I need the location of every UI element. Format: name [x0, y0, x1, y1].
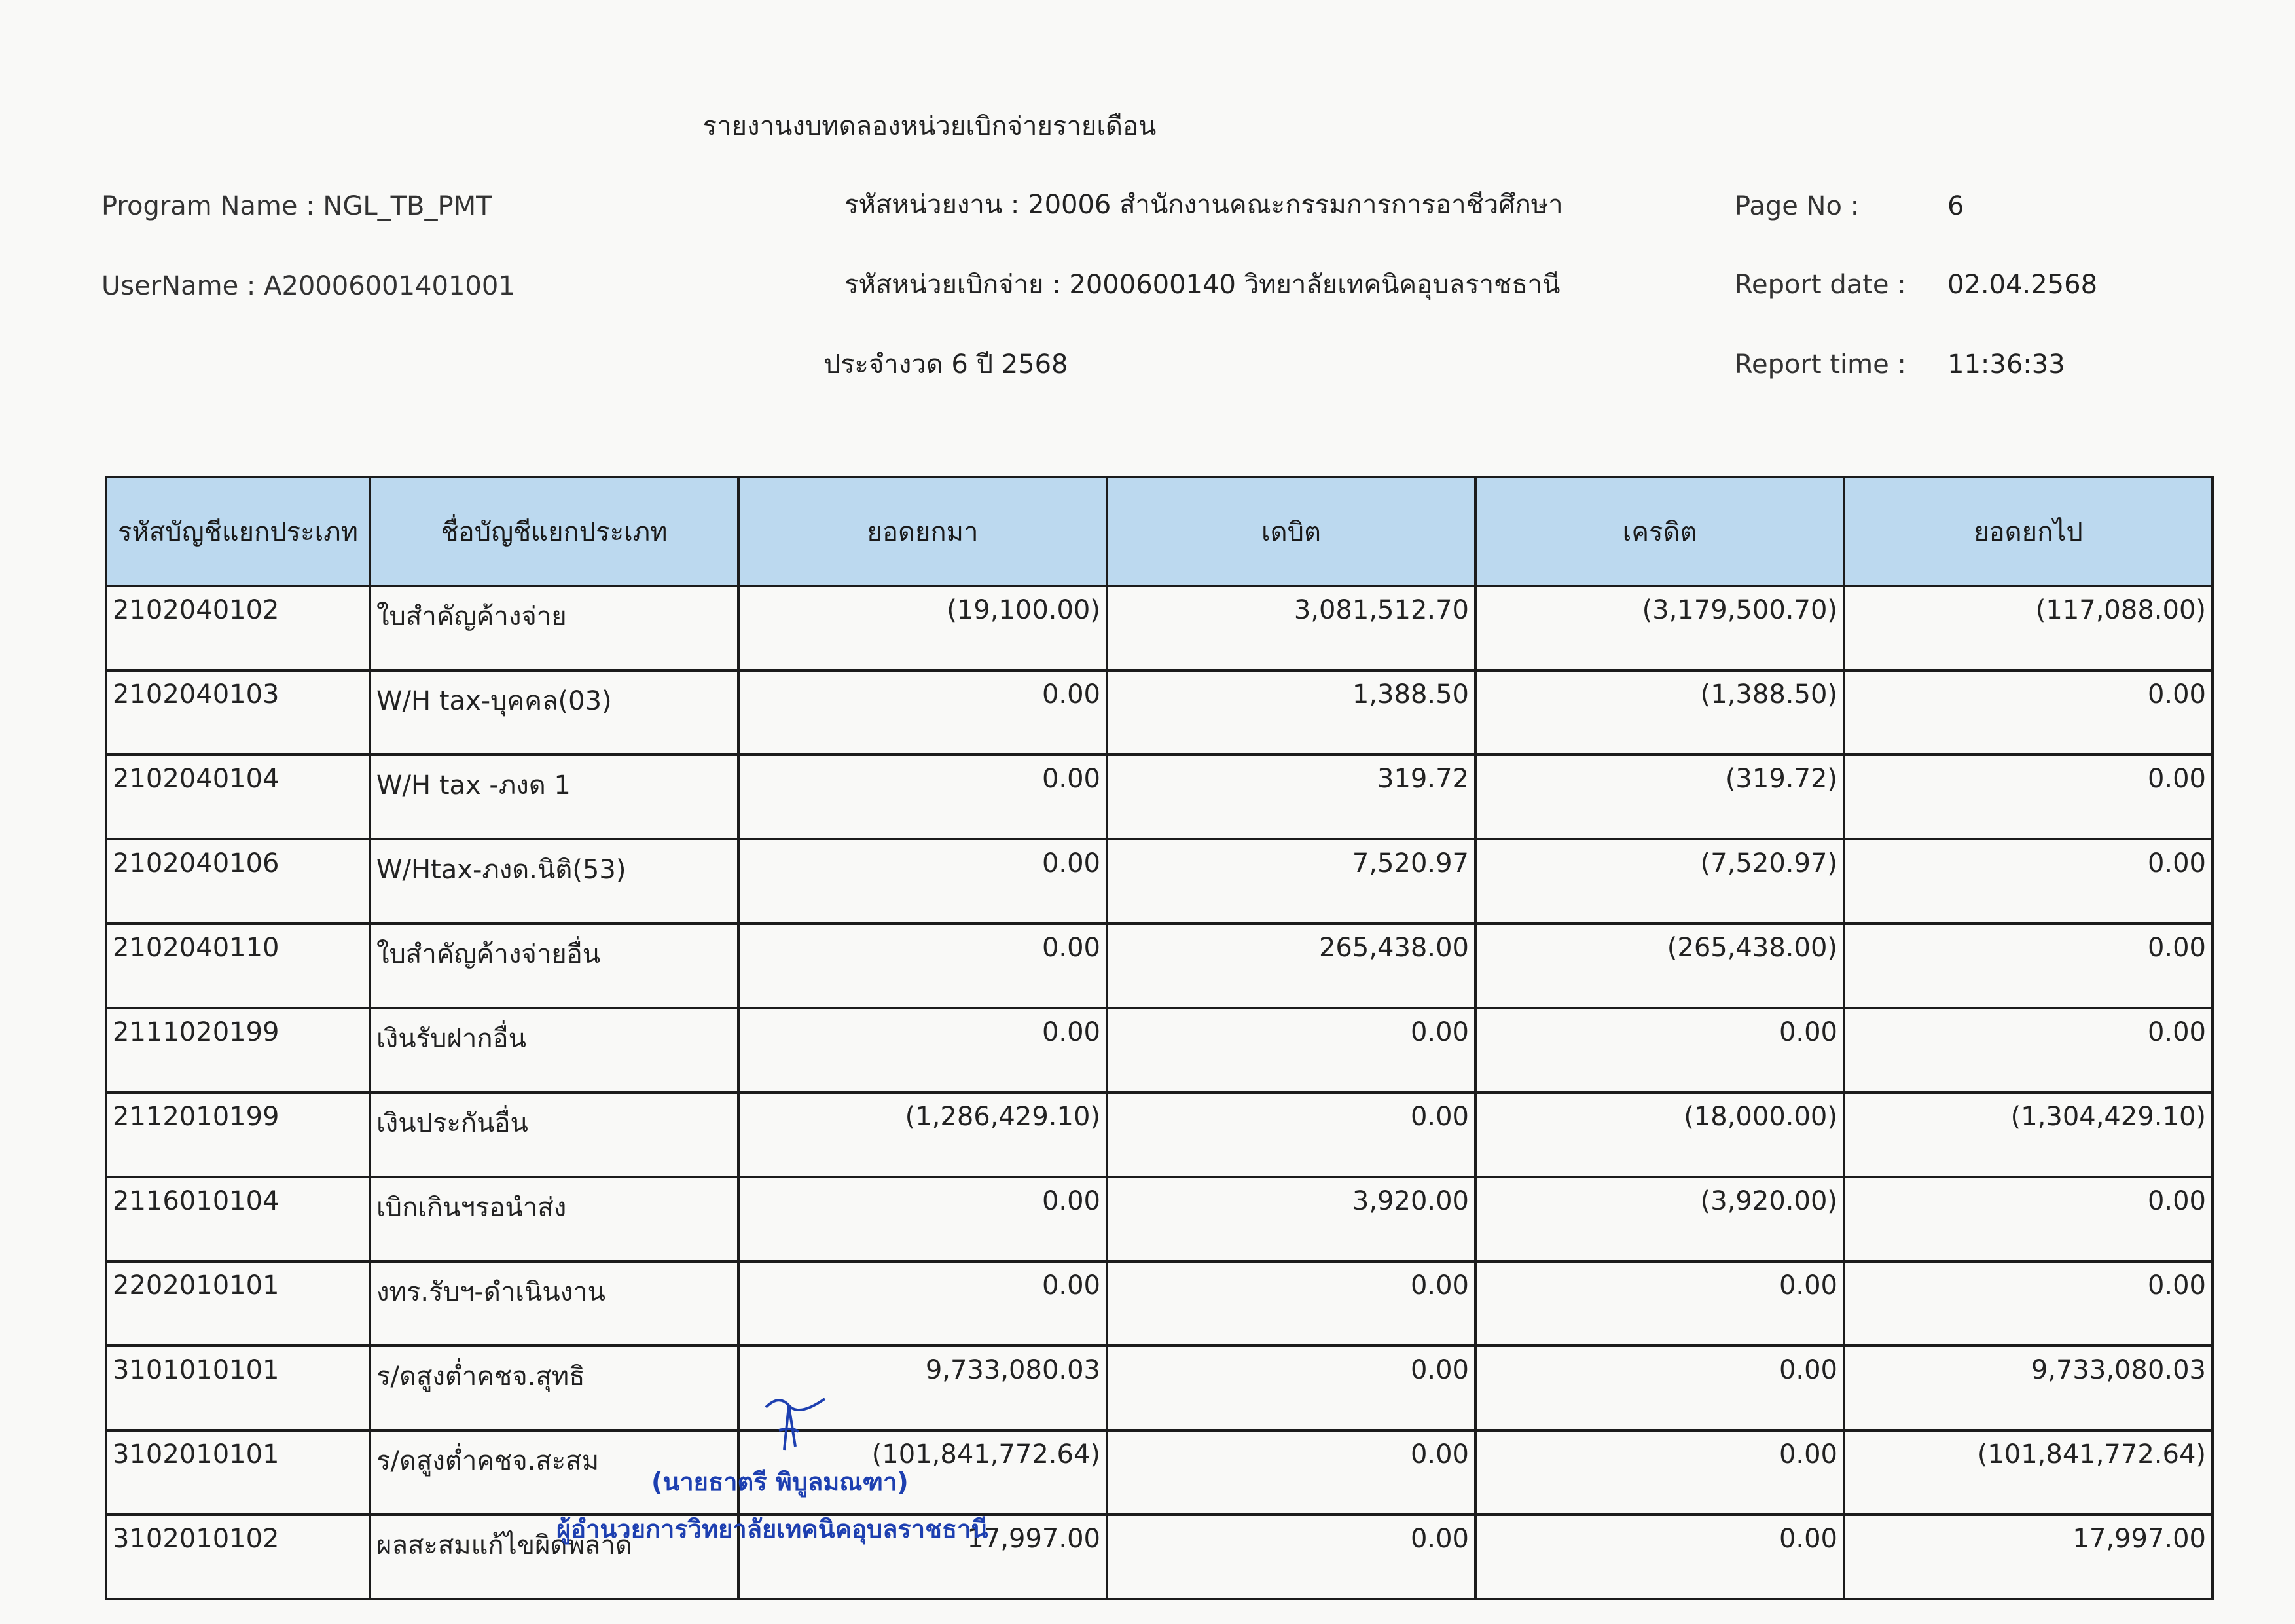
cell-account-code: 2111020199	[106, 1008, 370, 1092]
report-date-label: Report date :	[1735, 270, 1906, 300]
cell-credit: 0.00	[1475, 1346, 1844, 1430]
cell-account-name: ร/ดสูงต่ำคชจ.สะสม	[370, 1430, 738, 1515]
cell-debit: 265,438.00	[1107, 924, 1475, 1008]
cell-opening-balance: 0.00	[738, 1177, 1107, 1261]
cell-credit: (3,179,500.70)	[1475, 586, 1844, 670]
cell-account-code: 2112010199	[106, 1092, 370, 1177]
cell-debit: 0.00	[1107, 1430, 1475, 1515]
cell-debit: 0.00	[1107, 1515, 1475, 1599]
cell-debit: 7,520.97	[1107, 839, 1475, 924]
report-time-value: 11:36:33	[1947, 350, 2065, 380]
cell-credit: 0.00	[1475, 1515, 1844, 1599]
cell-credit: 0.00	[1475, 1008, 1844, 1092]
cell-debit: 3,920.00	[1107, 1177, 1475, 1261]
cell-account-code: 2116010104	[106, 1177, 370, 1261]
table-row	[106, 1430, 2213, 1515]
cell-credit: (265,438.00)	[1475, 924, 1844, 1008]
cell-debit: 0.00	[1107, 1261, 1475, 1346]
cell-debit: 1,388.50	[1107, 670, 1475, 755]
cell-opening-balance: 0.00	[738, 839, 1107, 924]
cell-opening-balance: (1,286,429.10)	[738, 1092, 1107, 1177]
table-row	[106, 755, 2213, 839]
col-header-account-code: รหัสบัญชีแยกประเภท	[106, 477, 370, 586]
table-row	[106, 839, 2213, 924]
cell-closing-balance: 0.00	[1844, 670, 2213, 755]
report-title: รายงานงบทดลองหน่วยเบิกจ่ายรายเดือน	[702, 111, 1157, 141]
cell-closing-balance: (101,841,772.64)	[1844, 1430, 2213, 1515]
cell-credit: (319.72)	[1475, 755, 1844, 839]
cell-account-name: ใบสำคัญค้างจ่าย	[370, 586, 738, 670]
page-no-label: Page No :	[1735, 191, 1860, 221]
table-body	[106, 586, 2213, 1599]
col-header-closing-balance: ยอดยกไป	[1844, 477, 2213, 586]
trial-balance-table	[105, 476, 2214, 1600]
cell-debit: 0.00	[1107, 1346, 1475, 1430]
cell-opening-balance: (101,841,772.64)	[738, 1430, 1107, 1515]
cell-account-code: 3101010101	[106, 1346, 370, 1430]
col-header-debit: เดบิต	[1107, 477, 1475, 586]
col-header-opening-balance: ยอดยกมา	[738, 477, 1107, 586]
cell-account-code: 3102010101	[106, 1430, 370, 1515]
cell-opening-balance: 0.00	[738, 1008, 1107, 1092]
agency-line: รหัสหน่วยงาน : 20006 สำนักงานคณะกรรมการการอาชีวศึกษา	[844, 190, 1563, 220]
col-header-credit: เครดิต	[1475, 477, 1844, 586]
program-name: Program Name : NGL_TB_PMT	[101, 191, 492, 221]
table-row	[106, 924, 2213, 1008]
cell-opening-balance: 17,997.00	[738, 1515, 1107, 1599]
cell-opening-balance: (19,100.00)	[738, 586, 1107, 670]
cell-closing-balance: 0.00	[1844, 924, 2213, 1008]
cell-opening-balance: 0.00	[738, 670, 1107, 755]
cell-closing-balance: (1,304,429.10)	[1844, 1092, 2213, 1177]
cell-closing-balance: 0.00	[1844, 1261, 2213, 1346]
cell-credit: (18,000.00)	[1475, 1092, 1844, 1177]
cell-account-code: 3102010102	[106, 1515, 370, 1599]
cell-closing-balance: 9,733,080.03	[1844, 1346, 2213, 1430]
table-row	[106, 586, 2213, 670]
cell-closing-balance: (117,088.00)	[1844, 586, 2213, 670]
table-row	[106, 1177, 2213, 1261]
user-name: UserName : A20006001401001	[101, 271, 515, 301]
cell-credit: 0.00	[1475, 1430, 1844, 1515]
cell-debit: 319.72	[1107, 755, 1475, 839]
cell-opening-balance: 0.00	[738, 1261, 1107, 1346]
cell-account-code: 2102040110	[106, 924, 370, 1008]
cell-account-name: ใบสำคัญค้างจ่ายอื่น	[370, 924, 738, 1008]
cell-account-name: เบิกเกินฯรอนำส่ง	[370, 1177, 738, 1261]
signatory-name: (นายธาตรี พิบูลมณฑา)	[651, 1468, 909, 1496]
cell-account-name: W/H tax-บุคคล(03)	[370, 670, 738, 755]
cell-account-name: W/H tax -ภงด 1	[370, 755, 738, 839]
cell-account-name: เงินประกันอื่น	[370, 1092, 738, 1177]
table-header-row	[106, 477, 2213, 586]
cell-closing-balance: 0.00	[1844, 1177, 2213, 1261]
cell-account-name: ผลสะสมแก้ไขผิดพลาด	[370, 1515, 738, 1599]
cell-account-code: 2102040104	[106, 755, 370, 839]
cell-opening-balance: 0.00	[738, 755, 1107, 839]
table-row	[106, 1008, 2213, 1092]
cell-credit: 0.00	[1475, 1261, 1844, 1346]
cell-credit: (1,388.50)	[1475, 670, 1844, 755]
signatory-position: ผู้อำนวยการวิทยาลัยเทคนิคอุบลราชธานี	[556, 1515, 988, 1543]
cell-closing-balance: 17,997.00	[1844, 1515, 2213, 1599]
cell-account-name: ร/ดสูงต่ำคชจ.สุทธิ	[370, 1346, 738, 1430]
cell-account-name: งทร.รับฯ-ดำเนินงาน	[370, 1261, 738, 1346]
cell-account-name: เงินรับฝากอื่น	[370, 1008, 738, 1092]
table-row	[106, 1092, 2213, 1177]
col-header-account-name: ชื่อบัญชีแยกประเภท	[370, 477, 738, 586]
cell-account-code: 2102040106	[106, 839, 370, 924]
cell-opening-balance: 0.00	[738, 924, 1107, 1008]
table-row	[106, 1346, 2213, 1430]
cell-account-code: 2202010101	[106, 1261, 370, 1346]
cell-account-code: 2102040103	[106, 670, 370, 755]
cell-credit: (3,920.00)	[1475, 1177, 1844, 1261]
table-row	[106, 1515, 2213, 1599]
cell-account-name: W/Htax-ภงด.นิติ(53)	[370, 839, 738, 924]
report-date-value: 02.04.2568	[1947, 270, 2098, 300]
cell-debit: 0.00	[1107, 1008, 1475, 1092]
signature-scribble	[759, 1391, 831, 1463]
cell-closing-balance: 0.00	[1844, 1008, 2213, 1092]
period-line: ประจำงวด 6 ปี 2568	[823, 350, 1068, 380]
cell-closing-balance: 0.00	[1844, 839, 2213, 924]
cell-debit: 0.00	[1107, 1092, 1475, 1177]
cell-opening-balance: 9,733,080.03	[738, 1346, 1107, 1430]
page-no-value: 6	[1947, 191, 1964, 221]
disbursement-unit-line: รหัสหน่วยเบิกจ่าย : 2000600140 วิทยาลัยเทคนิคอุบลราชธานี	[844, 270, 1561, 300]
table-row	[106, 670, 2213, 755]
table-row	[106, 1261, 2213, 1346]
report-time-label: Report time :	[1735, 350, 1906, 380]
cell-account-code: 2102040102	[106, 586, 370, 670]
cell-debit: 3,081,512.70	[1107, 586, 1475, 670]
cell-closing-balance: 0.00	[1844, 755, 2213, 839]
cell-credit: (7,520.97)	[1475, 839, 1844, 924]
